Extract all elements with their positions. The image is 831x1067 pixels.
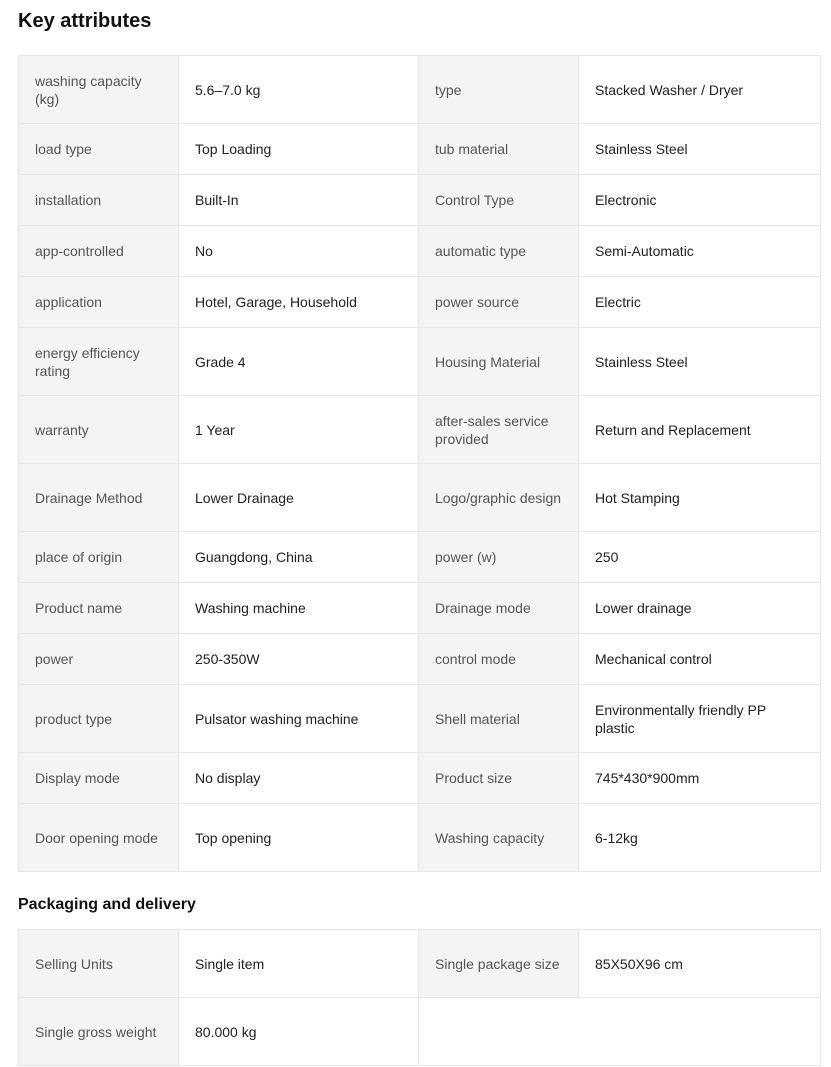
- attribute-value: Electronic: [579, 175, 821, 226]
- attribute-value: Top Loading: [179, 124, 419, 175]
- attribute-value: No: [179, 226, 419, 277]
- attribute-label: installation: [19, 175, 179, 226]
- attribute-value: Electric: [579, 277, 821, 328]
- attribute-value: 5.6–7.0 kg: [179, 56, 419, 124]
- attribute-value: 745*430*900mm: [579, 753, 821, 804]
- attribute-value: No display: [179, 753, 419, 804]
- table-row: [19, 464, 821, 532]
- table-row: [19, 998, 821, 1066]
- attribute-label: power source: [419, 277, 579, 328]
- attribute-value: Single item: [179, 930, 419, 998]
- key-attributes-table: [18, 55, 821, 872]
- table-row: [19, 583, 821, 634]
- attribute-label: Housing Material: [419, 328, 579, 396]
- attribute-value: Stainless Steel: [579, 328, 821, 396]
- attribute-label: product type: [19, 685, 179, 753]
- attribute-value: 85X50X96 cm: [579, 930, 821, 998]
- attribute-label: control mode: [419, 634, 579, 685]
- attribute-label: load type: [19, 124, 179, 175]
- key-attributes-title: Key attributes: [18, 10, 152, 32]
- attribute-value: Lower Drainage: [179, 464, 419, 532]
- attribute-label: after-sales service provided: [419, 396, 579, 464]
- attribute-label: Shell material: [419, 685, 579, 753]
- attribute-label: Display mode: [19, 753, 179, 804]
- attribute-value: Hot Stamping: [579, 464, 821, 532]
- packaging-title: Packaging and delivery: [18, 896, 196, 913]
- attribute-label: type: [419, 56, 579, 124]
- attribute-value: 1 Year: [179, 396, 419, 464]
- attribute-value: Guangdong, China: [179, 532, 419, 583]
- attribute-value: Semi-Automatic: [579, 226, 821, 277]
- attribute-value: Mechanical control: [579, 634, 821, 685]
- table-row: [19, 634, 821, 685]
- table-row: [19, 226, 821, 277]
- attribute-value: Hotel, Garage, Household: [179, 277, 419, 328]
- attribute-label: Selling Units: [19, 930, 179, 998]
- attribute-label: energy efficiency rating: [19, 328, 179, 396]
- attribute-value: 250-350W: [179, 634, 419, 685]
- table-row: [19, 56, 821, 124]
- table-row: [19, 804, 821, 872]
- attribute-label: Product name: [19, 583, 179, 634]
- attribute-value: 6-12kg: [579, 804, 821, 872]
- table-row: [19, 328, 821, 396]
- attribute-value: 80.000 kg: [179, 998, 419, 1066]
- attribute-label: Control Type: [419, 175, 579, 226]
- attribute-value: Washing machine: [179, 583, 419, 634]
- attribute-value: 250: [579, 532, 821, 583]
- table-row: [19, 532, 821, 583]
- attribute-label: tub material: [419, 124, 579, 175]
- table-row: [19, 175, 821, 226]
- table-row: [19, 685, 821, 753]
- table-row: [19, 277, 821, 328]
- attribute-value: Stainless Steel: [579, 124, 821, 175]
- attribute-value: Lower drainage: [579, 583, 821, 634]
- attribute-label: warranty: [19, 396, 179, 464]
- empty-cell: [419, 998, 821, 1066]
- table-row: [19, 124, 821, 175]
- attribute-label: Product size: [419, 753, 579, 804]
- attribute-label: Single package size: [419, 930, 579, 998]
- attribute-label: Drainage mode: [419, 583, 579, 634]
- table-row: [19, 396, 821, 464]
- attribute-value: Grade 4: [179, 328, 419, 396]
- attribute-label: Washing capacity: [419, 804, 579, 872]
- attribute-label: place of origin: [19, 532, 179, 583]
- attribute-label: Logo/graphic design: [419, 464, 579, 532]
- attribute-value: Top opening: [179, 804, 419, 872]
- packaging-table: [18, 929, 821, 1066]
- attribute-label: Door opening mode: [19, 804, 179, 872]
- attribute-label: automatic type: [419, 226, 579, 277]
- attribute-value: Return and Replacement: [579, 396, 821, 464]
- attribute-label: Drainage Method: [19, 464, 179, 532]
- table-row: [19, 753, 821, 804]
- attribute-value: Environmentally friendly PP plastic: [579, 685, 821, 753]
- attribute-label: washing capacity (kg): [19, 56, 179, 124]
- attribute-value: Built-In: [179, 175, 419, 226]
- attribute-label: power: [19, 634, 179, 685]
- attribute-label: power (w): [419, 532, 579, 583]
- attribute-label: application: [19, 277, 179, 328]
- attribute-label: Single gross weight: [19, 998, 179, 1066]
- attribute-value: Pulsator washing machine: [179, 685, 419, 753]
- table-row: [19, 930, 821, 998]
- attribute-label: app-controlled: [19, 226, 179, 277]
- attribute-value: Stacked Washer / Dryer: [579, 56, 821, 124]
